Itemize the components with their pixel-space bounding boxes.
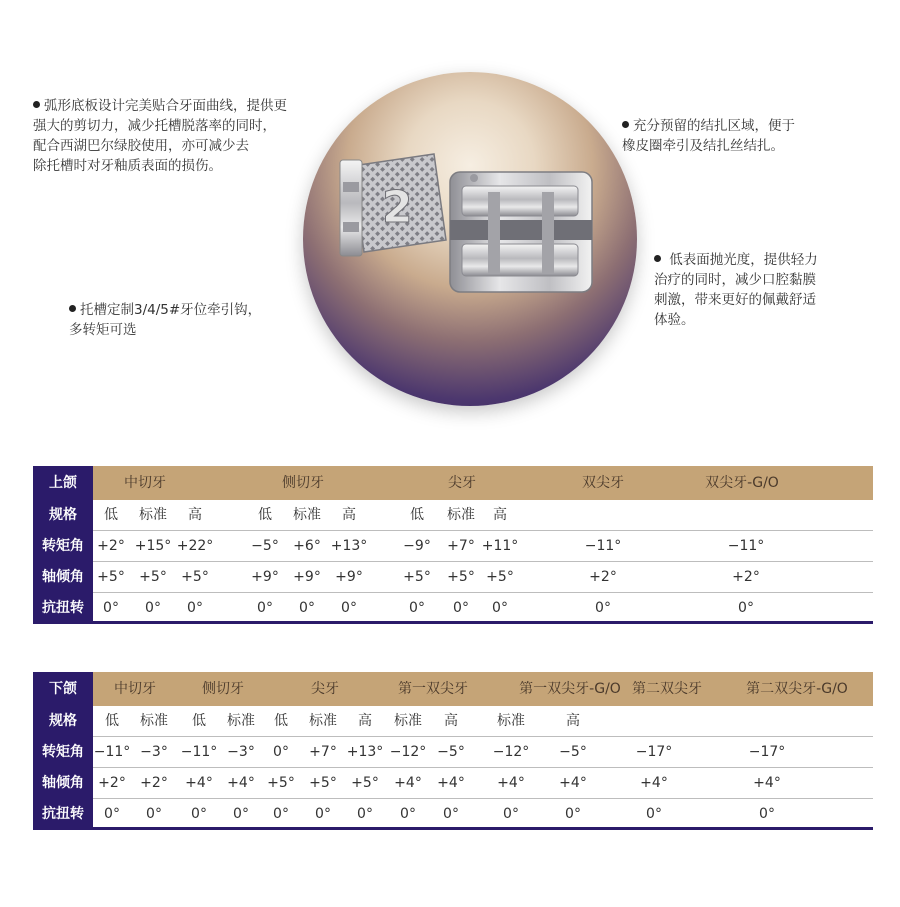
table-cell: +15° <box>134 538 172 554</box>
table-cell: −5° <box>437 744 465 760</box>
table-cell: 0° <box>409 600 425 616</box>
table-cell: 标准 <box>140 713 168 729</box>
table-cell: +5° <box>403 569 431 585</box>
table-cell: 0° <box>492 600 508 616</box>
table-cell: −3° <box>140 744 168 760</box>
table-cell: 0° <box>341 600 357 616</box>
table-cell: 高 <box>358 713 372 729</box>
table-cell: 0° <box>503 806 519 822</box>
tooth-group-header: 第一双尖牙 <box>398 681 468 697</box>
table-cell: 低 <box>274 713 288 729</box>
table-cell: −3° <box>227 744 255 760</box>
tooth-group-header: 双尖牙-G/O <box>705 475 779 491</box>
row-label: 规格 <box>33 500 93 531</box>
table-cell: +5° <box>486 569 514 585</box>
table-row <box>33 593 873 624</box>
table-cell: +5° <box>97 569 125 585</box>
row-label: 轴倾角 <box>33 768 93 799</box>
table-cell: 0° <box>273 744 289 760</box>
feature-arc-base: 弧形底板设计完美贴合牙面曲线，提供更 强大的剪切力，减少托槽脱落率的同时， 配合西湖巴尔绿胶使用，亦可减少去 除托槽时对牙釉质表面的损伤。 <box>33 98 287 174</box>
table-cell: +2° <box>589 569 617 585</box>
table-cell: 0° <box>233 806 249 822</box>
feature-ligation: 充分预留的结扎区域，便于 橡皮圈牵引及结扎丝结扎。 <box>622 118 795 154</box>
table-cell: 低 <box>258 507 272 523</box>
table-row <box>33 500 873 531</box>
table-cell: 0° <box>103 600 119 616</box>
jaw-label: 下颌 <box>33 672 93 706</box>
table-cell: +4° <box>227 775 255 791</box>
table-cell: 0° <box>146 806 162 822</box>
bullet-dot-icon <box>622 121 629 128</box>
tooth-group-header: 第一双尖牙-G/O <box>519 681 621 697</box>
table-cell: 0° <box>315 806 331 822</box>
tooth-group-header: 第二双尖牙-G/O <box>746 681 848 697</box>
table-cell: 低 <box>104 507 118 523</box>
row-label: 轴倾角 <box>33 562 93 593</box>
bracket-marking: 2 <box>382 182 413 233</box>
table-cell: +5° <box>181 569 209 585</box>
table-cell: +4° <box>437 775 465 791</box>
table-cell: +9° <box>335 569 363 585</box>
row-label: 转矩角 <box>33 531 93 562</box>
tooth-group-header: 侧切牙 <box>202 681 244 697</box>
upper-jaw-spec-table <box>33 466 873 624</box>
bracket-product-image <box>338 152 596 302</box>
tooth-group-header: 中切牙 <box>114 681 156 697</box>
table-cell: +4° <box>394 775 422 791</box>
bullet-dot-icon <box>654 255 661 262</box>
table-cell: +6° <box>293 538 321 554</box>
table-cell: −9° <box>403 538 431 554</box>
table-cell: 0° <box>646 806 662 822</box>
table-cell: 0° <box>443 806 459 822</box>
table-row <box>33 737 873 768</box>
table-cell: 0° <box>191 806 207 822</box>
table-cell: −11° <box>584 538 622 554</box>
table-cell: −5° <box>251 538 279 554</box>
jaw-label: 上颌 <box>33 466 93 500</box>
table-row <box>33 768 873 799</box>
feature-polish: 低表面抛光度，提供轻力 治疗的同时，减少口腔黏膜 刺激，带来更好的佩戴舒适 体验。 <box>654 252 818 328</box>
table-cell: +5° <box>267 775 295 791</box>
table-cell: 标准 <box>447 507 475 523</box>
tooth-group-header: 双尖牙 <box>582 475 624 491</box>
table-cell: +7° <box>309 744 337 760</box>
tooth-group-header: 中切牙 <box>124 475 166 491</box>
table-cell: −11° <box>727 538 765 554</box>
table-cell: +2° <box>97 538 125 554</box>
table-cell: +4° <box>185 775 213 791</box>
table-cell: −17° <box>635 744 673 760</box>
table-cell: 标准 <box>139 507 167 523</box>
table-cell: +5° <box>309 775 337 791</box>
table-cell: +4° <box>640 775 668 791</box>
table-row <box>33 562 873 593</box>
table-cell: 标准 <box>309 713 337 729</box>
table-row <box>33 706 873 737</box>
table-cell: +4° <box>497 775 525 791</box>
tooth-group-header: 第二双尖牙 <box>632 681 702 697</box>
lower-jaw-spec-table <box>33 672 873 830</box>
table-cell: 高 <box>493 507 507 523</box>
table-cell: +7° <box>447 538 475 554</box>
table-cell: +9° <box>251 569 279 585</box>
tooth-group-header: 尖牙 <box>311 681 339 697</box>
table-cell: 0° <box>357 806 373 822</box>
tooth-group-header: 尖牙 <box>448 475 476 491</box>
table-cell: 标准 <box>227 713 255 729</box>
table-cell: 高 <box>444 713 458 729</box>
table-cell: 0° <box>145 600 161 616</box>
table-cell: 0° <box>257 600 273 616</box>
feature-hooks: 托槽定制3/4/5#牙位牵引钩， 多转矩可选 <box>69 302 262 338</box>
table-cell: 0° <box>759 806 775 822</box>
table-cell: 低 <box>192 713 206 729</box>
table-cell: 0° <box>595 600 611 616</box>
table-cell: 0° <box>453 600 469 616</box>
table-cell: 0° <box>299 600 315 616</box>
table-cell: 0° <box>738 600 754 616</box>
row-label: 抗扭转 <box>33 593 93 624</box>
table-cell: +5° <box>351 775 379 791</box>
table-cell: 0° <box>273 806 289 822</box>
bullet-dot-icon <box>69 305 76 312</box>
row-label: 规格 <box>33 706 93 737</box>
table-cell: −11° <box>180 744 218 760</box>
bullet-dot-icon <box>33 101 40 108</box>
tooth-group-header: 侧切牙 <box>282 475 324 491</box>
table-cell: +5° <box>139 569 167 585</box>
table-cell: 0° <box>400 806 416 822</box>
table-cell: 0° <box>104 806 120 822</box>
table-cell: +22° <box>176 538 214 554</box>
table-cell: +13° <box>346 744 384 760</box>
table-cell: +11° <box>481 538 519 554</box>
table-cell: +4° <box>753 775 781 791</box>
table-cell: 标准 <box>394 713 422 729</box>
product-hero <box>0 0 900 440</box>
table-cell: 高 <box>342 507 356 523</box>
row-label: 转矩角 <box>33 737 93 768</box>
table-cell: 0° <box>565 806 581 822</box>
table-header-row <box>33 466 873 500</box>
table-cell: +4° <box>559 775 587 791</box>
table-cell: 高 <box>566 713 580 729</box>
table-cell: +2° <box>140 775 168 791</box>
table-cell: 低 <box>410 507 424 523</box>
table-cell: −5° <box>559 744 587 760</box>
table-cell: +5° <box>447 569 475 585</box>
row-label: 抗扭转 <box>33 799 93 830</box>
table-cell: 0° <box>187 600 203 616</box>
table-cell: +2° <box>98 775 126 791</box>
table-cell: −11° <box>93 744 131 760</box>
table-cell: 标准 <box>293 507 321 523</box>
table-cell: +13° <box>330 538 368 554</box>
table-cell: −12° <box>492 744 530 760</box>
table-cell: +9° <box>293 569 321 585</box>
table-header-row <box>33 672 873 706</box>
table-cell: −17° <box>748 744 786 760</box>
table-cell: 低 <box>105 713 119 729</box>
table-cell: +2° <box>732 569 760 585</box>
table-cell: 高 <box>188 507 202 523</box>
table-row <box>33 799 873 830</box>
table-cell: 标准 <box>497 713 525 729</box>
table-cell: −12° <box>389 744 427 760</box>
table-row <box>33 531 873 562</box>
